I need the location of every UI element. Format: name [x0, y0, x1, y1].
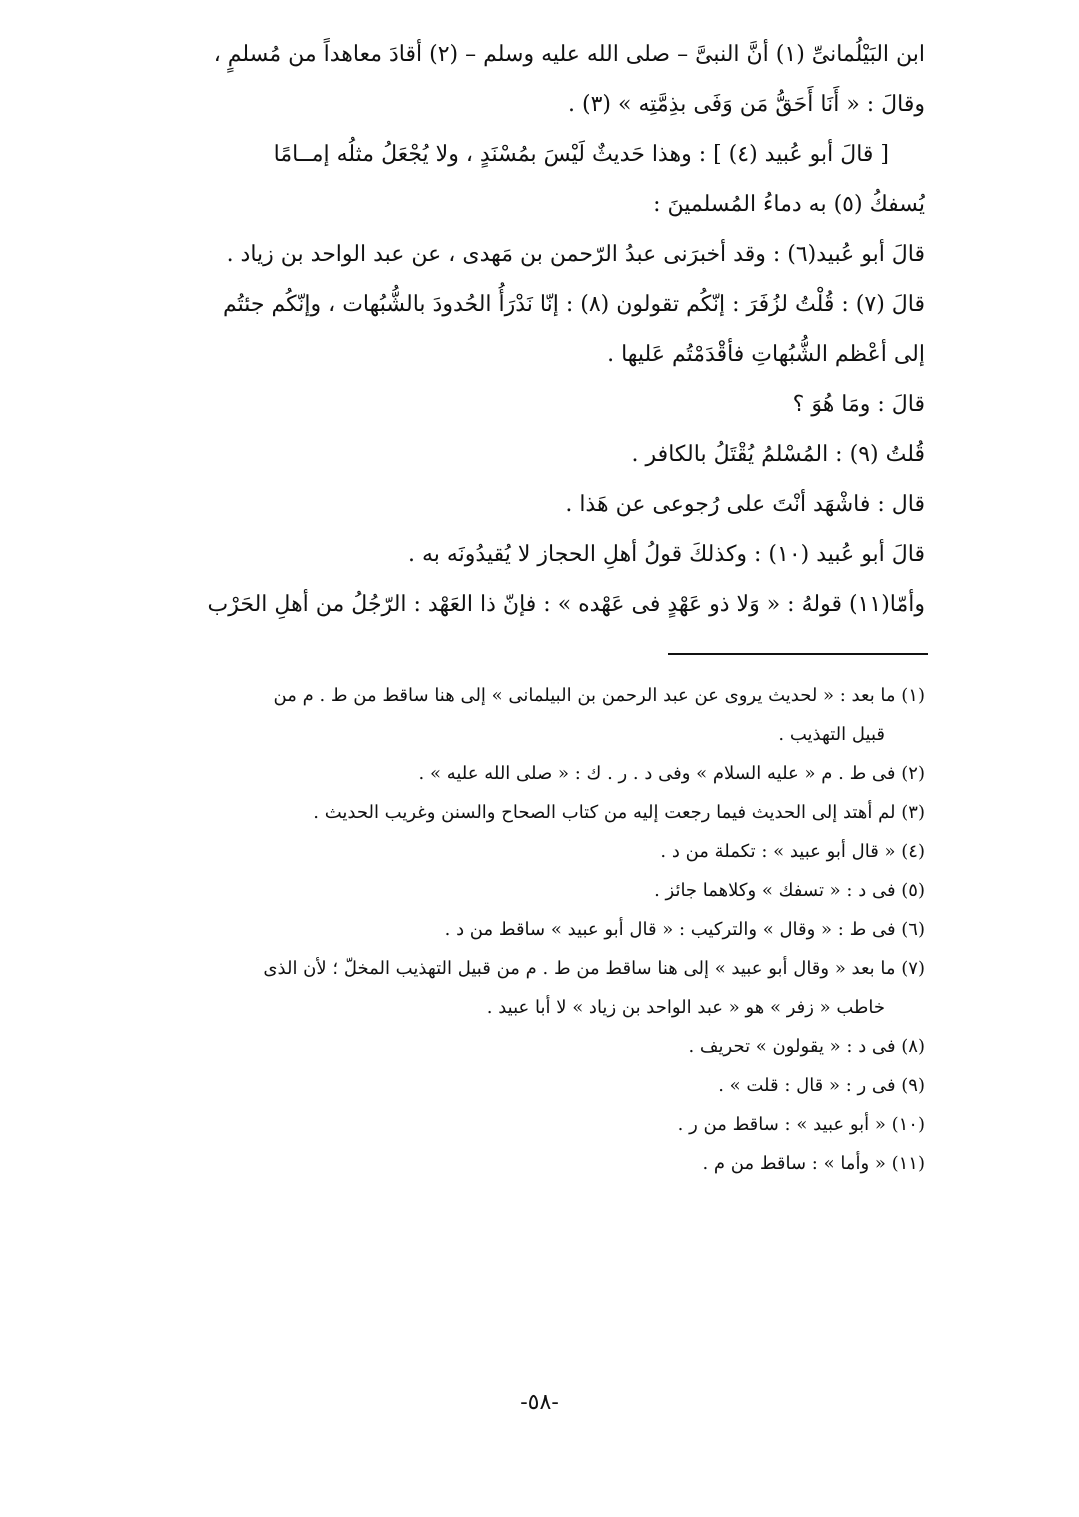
footnote: (١١) « وأما » : ساقط من م . [702, 1153, 925, 1174]
text-line: قال : فاشْهَد أنْتَ على رُجوعى عن هَذا . [565, 492, 925, 517]
text-line: وقالَ : « أَنَا أَحَقُّ مَن وَفَى بذِمَّتِه » (٣) . [568, 92, 925, 117]
text-line: ابن البَيْلُمانىِّ (١) أنَّ النبىَّ – صلى الله عليه وسلم – (٢) أقادَ معاهداً من مُسلمٍ ، [213, 42, 925, 67]
text-line: قالَ : ومَا هُوَ ؟ [792, 392, 925, 417]
footnote: (١٠) « أبو عبيد » : ساقط من ر . [677, 1114, 925, 1135]
text-line: قالَ أبو عُبيد (١٠) : وكذلكَ قولُ أهلِ الحجاز لا يُقيدُونَه به . [407, 542, 925, 567]
footnote: (٦) فى ط : « وقال » والتركيب : « قال أبو عبيد » ساقط من د . [444, 919, 925, 940]
text-line: قالَ (٧) : قُلْتُ لزُفَرَ : إنّكُم تقولون (٨) : إنّا نَدْرَأُ الحُدودَ بالشُّبُهات ، وإنّكُم جئتُم [222, 292, 925, 317]
footnote: (٥) فى د : « تسفك » وكلاهما جائز . [654, 880, 925, 901]
text-line: يُسفكُ (٥) به دماءُ المُسلمينَ : [653, 192, 925, 217]
footnote: (٣) لم أهتد إلى الحديث فيما رجعت إليه من كتاب الصحاح والسنن وغريب الحديث . [313, 802, 925, 823]
text-line: [ قالَ أبو عُبيد (٤) ] : وهذا حَديثٌ لَيْسَ بمُسْنَدٍ ، ولا يُجْعَلُ مثلُه إمــامًا [273, 142, 889, 167]
text-line: وأمّا(١١) قولهُ : « وَلا ذو عَهْدٍ فى عَهْده » : فإنّ ذا العَهْد : الرّجُلُ من أهلِ الحَرْب [207, 592, 925, 617]
text-line: إلى أعْظم الشُّبُهاتِ فأقْدَمْتُم عَليها . [607, 342, 925, 367]
footnote: (١) ما بعد : « لحديث يروى عن عبد الرحمن بن البيلمانى » إلى هنا ساقط من ط . م من [273, 685, 925, 706]
footnote: (٩) فى ر : « قال : قلت » . [718, 1075, 925, 1096]
main-text [155, 30, 925, 630]
text-line: قُلتُ (٩) : المُسْلمُ يُقْتَلُ بالكافر . [631, 442, 925, 467]
footnote-continuation: قبيل التهذيب . [778, 724, 885, 745]
footnote: (٢) فى ط . م « عليه السلام » وفى د . ر . ك : « صلى الله عليه » . [418, 763, 925, 784]
page-number: -٥٨- [520, 1390, 559, 1415]
text-line: قالَ أبو عُبيد(٦) : وقد أخبرَنى عبدُ الرّحمن بن مَهدى ، عن عبد الواحد بن زياد . [226, 242, 925, 267]
footnote-continuation: خاطب « زفر » هو « عبد الواحد بن زياد » لا أبا عبيد . [486, 997, 885, 1018]
footnotes [155, 676, 925, 1183]
footnote-separator [668, 653, 928, 655]
footnote: (٤) « قال أبو عبيد » : تكملة من د . [660, 841, 925, 862]
footnote: (٧) ما بعد « وقال أبو عبيد » إلى هنا ساقط من ط . م من قبيل التهذيب المخلّ ؛ لأن الذى [263, 958, 925, 979]
footnote: (٨) فى د : « يقولون » تحريف . [688, 1036, 925, 1057]
